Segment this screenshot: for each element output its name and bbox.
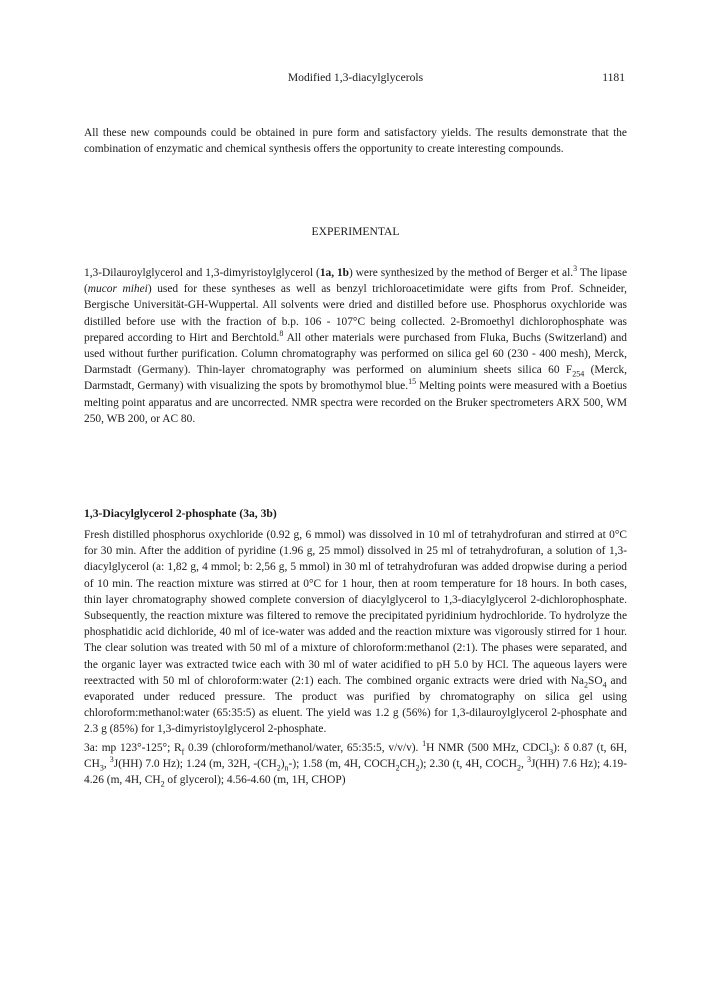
text-run: All other materials were purchased from Fluka, Buchs (Switzerland) and used without further purification. Column chromatography was performed on silica gel 60 (230 - 400 mesh), Merck, Darmstadt (Germany). Thin-layer chromatography was performed on aluminium sheets silica 60 F (84, 331, 628, 377)
subscript: 2 (415, 763, 420, 773)
superscript: 3 (526, 755, 531, 765)
intro-paragraph: All these new compounds could be obtained in pure form and satisfactory yields. The results demonstrate that the combination of enzymatic and chemical synthesis offers the opportunity to create interesting compounds. (84, 127, 627, 156)
text-run: and evaporated under reduced pressure. The product was purified by chromatography on silica gel using chloroform:methanol:water (65:35:5) as eluent. The yield was 1.2 g (56%) for 1,3-dilauroylglycerol 2-phosphate and 2.3 g (85%) for 1,3-dimyristoylglycerol 2-phosphate. (84, 674, 627, 736)
subscript: f (181, 746, 185, 756)
text-run: ) (280, 757, 285, 770)
text-run: (Merck, Darmstadt, Germany) with visualizing the spots by bromothymol blue. (84, 364, 627, 393)
running-title: Modified 1,3-diacylglycerols (287, 71, 424, 84)
text-run: J(HH) 7.6 Hz); 4.19-4.26 (m, 4H, CH (84, 757, 628, 787)
experimental-paragraph (84, 265, 627, 427)
subscript: 254 (572, 369, 585, 379)
text-run: ); 2.30 (t, 4H, COCH (419, 757, 518, 770)
text-run: -); 1.58 (m, 4H, COCH (288, 757, 396, 770)
subscript: n (284, 763, 289, 773)
page-number: 1181 (602, 71, 625, 84)
text-run: H NMR (500 MHz, CDCl (426, 741, 550, 754)
characterization-paragraph (84, 740, 627, 789)
text-run: ) were synthesized by the method of Berger et al. (348, 267, 574, 279)
superscript: 1 (422, 738, 427, 748)
text-run: CH (399, 757, 416, 770)
subscript: 3 (99, 763, 104, 773)
text-run: : mp 123°-125°; R (94, 741, 182, 754)
subscript: 2 (276, 763, 281, 773)
species-name: mucor mihei (87, 283, 148, 296)
compound-label: 1a, 1b (319, 267, 349, 279)
running-head (0, 70, 711, 86)
text-run: The lipase ( (84, 267, 627, 296)
procedure-paragraph (84, 527, 627, 738)
intro-paragraph-block (84, 125, 627, 157)
subscript: 2 (584, 680, 588, 690)
text-run: 0.39 (chloroform/methanol/water, 65:35:5, v/v/v). (184, 741, 423, 754)
text-run: Melting points were measured with a Boetius melting point apparatus and are uncorrected. NMR spectra were recorded on the Bruker spectrometers ARX 500, WM 250, WB 200, or AC 80. (84, 380, 627, 425)
subscript: 2 (517, 763, 522, 773)
superscript: 3 (109, 755, 114, 765)
subsection-heading-phosphate: 1,3-Diacylglycerol 2-phosphate (3a, 3b) (84, 507, 277, 520)
text-run: SO (588, 674, 603, 687)
text-run: Fresh distilled phosphorus oxychloride (0.92 g, 6 mmol) was dissolved in 10 ml of tetrahydrofuran and stirred at 0°C for 30 min. After the addition of pyridine (1.96 g, 25 mmol) dissolved in 25 ml of tetrahydrofuran, a solution of 1,3-diacylglycerol (a: 1,82 g, 4 mmol; b: 2,56 g, 5 mmol) in 30 ml of tetrahydrofuran was added dropwise during a period of 10 min. The reaction mixture was stirred at 0°C for 1 hour, then at room temperature for 18 hours. In both cases, thin layer chromatography showed complete conversion of diacylglycerol to 1,3-diacylglycerol 2-dichlorophosphate. Subsequently, the reaction mixture was filtered to remove the precipitated pyridinium hydrochloride. To hydrolyze the phosphatidic acid dichloride, 40 ml of ice-water was added and the reaction mixture was vigorously stirred for 1 hour. The clear solution was treated with 50 ml of a mixture of chloroform:methanol (2:1). The phases were separated, and the organic layer was extracted twice each with 30 ml of water acidified to pH 5.0 by HCl. The aqueous layers were reextracted with 50 ml of chloroform:water (2:1) each. The combined organic extracts were dried with Na (84, 529, 627, 687)
experimental-paragraph-block (84, 265, 627, 427)
subscript: 2 (395, 763, 400, 773)
text-run: , (521, 757, 527, 770)
phosphate-procedure-block (84, 527, 627, 788)
subscript: 3 (549, 746, 554, 756)
text-run: 1,3-Dilauroylglycerol and 1,3-dimyristoylglycerol ( (84, 267, 320, 279)
text-run: , (103, 757, 110, 770)
reference-superscript: 8 (279, 329, 284, 339)
reference-superscript: 3 (573, 264, 578, 274)
text-run: of glycerol); 4.56-4.60 (m, 1H, CHOP) (164, 774, 346, 787)
compound-label: 3a (84, 741, 95, 754)
text-run: J(HH) 7.0 Hz); 1.24 (m, 32H, -(CH (113, 757, 277, 770)
subscript: 4 (602, 680, 607, 690)
text-run: ) used for these syntheses as well as benzyl trichloroacetimidate were gifts from Prof. Schneider, Bergische Universität-GH-Wuppertal. All solvents were dried and distilled before use. Phosphorus oxychloride was distilled before use with the fraction of b.p. 106 - 107°C being collected. 2-Bromoethyl dichlorophosphate was prepared according to Hirt and Berchtold. (84, 283, 627, 344)
text-run: ): δ 0.87 (t, 6H, CH (84, 741, 627, 770)
subscript: 2 (160, 779, 165, 789)
reference-superscript: 15 (408, 377, 417, 387)
section-heading-experimental: EXPERIMENTAL (311, 225, 400, 238)
